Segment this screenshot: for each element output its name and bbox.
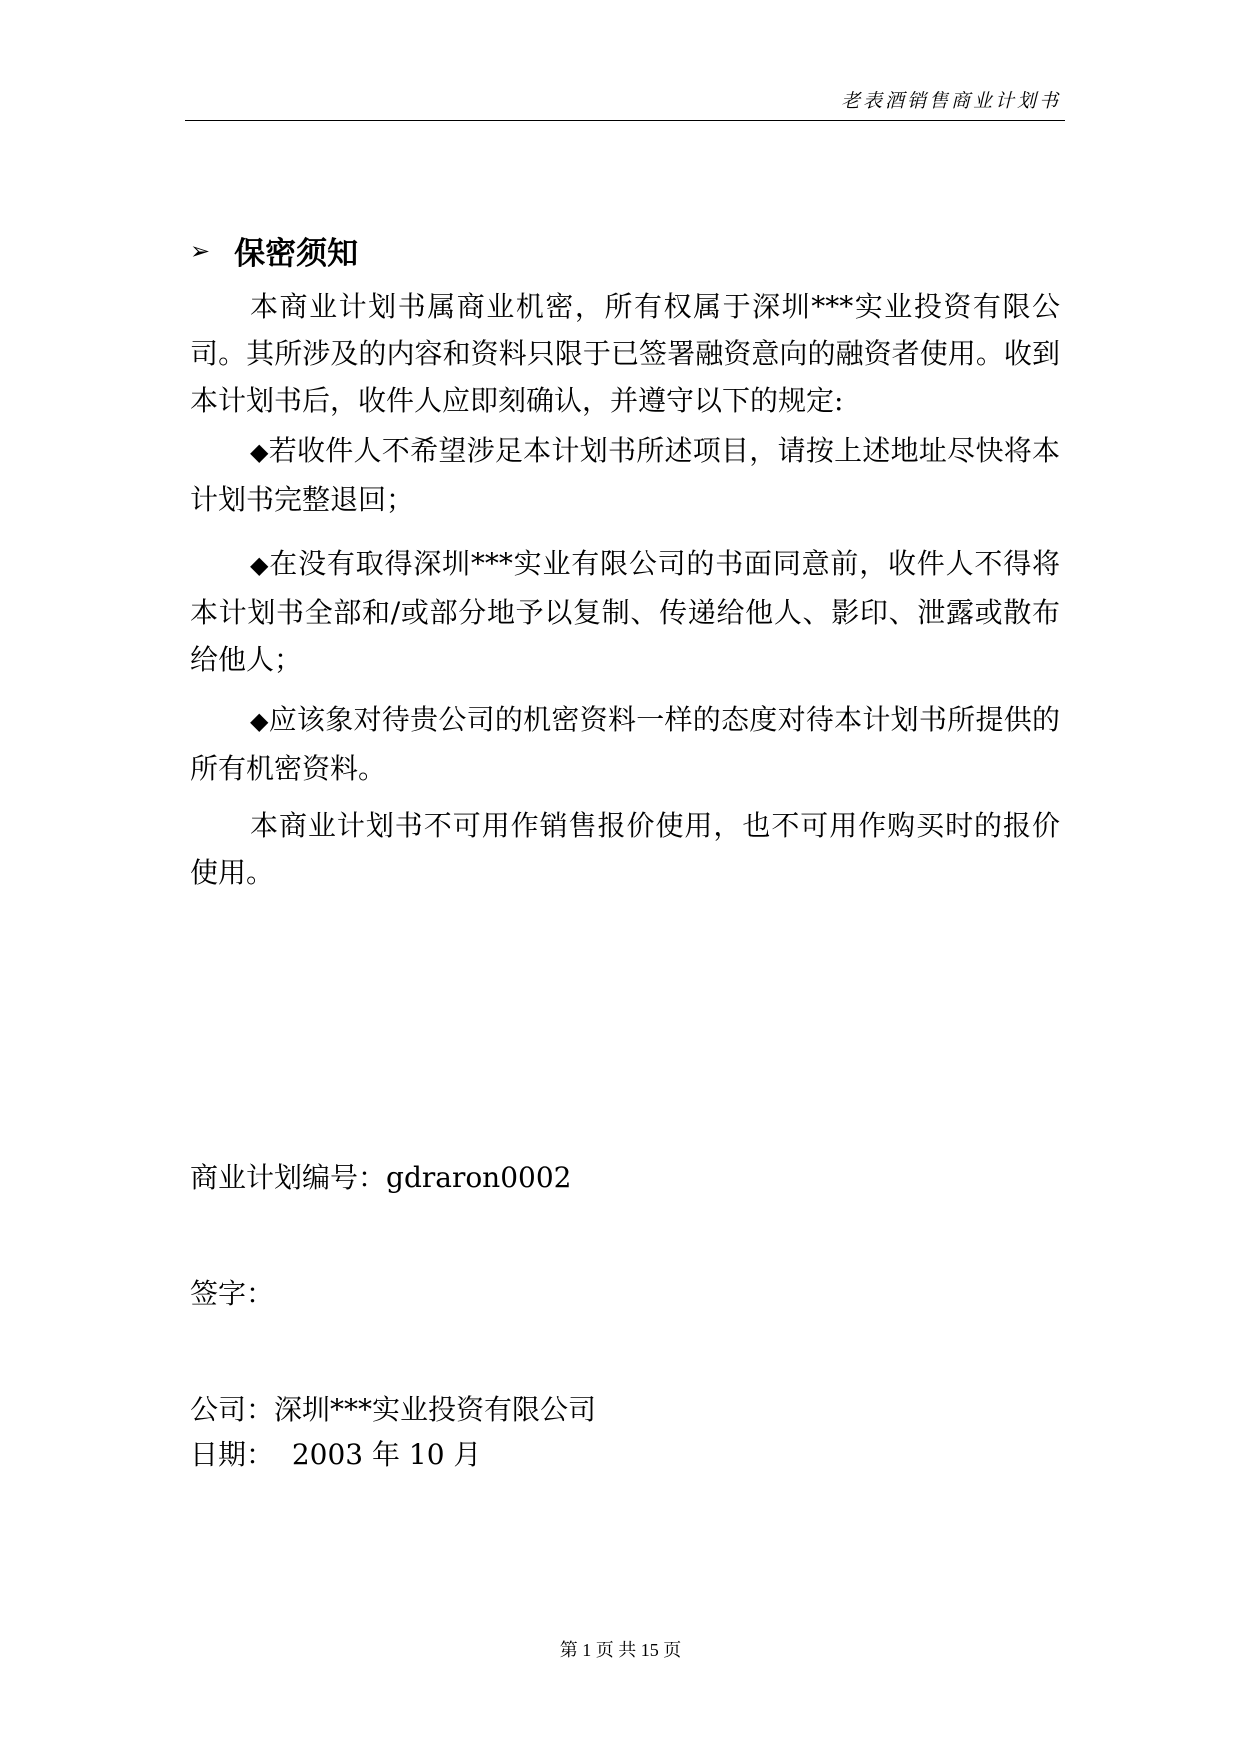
bullet-text-2: 在没有取得深圳***实业有限公司的书面同意前，收件人不得将本计划书全部和/或部分地予以复制、传递给他人、影印、泄露或散布给他人； bbox=[190, 547, 1060, 676]
bullet-text-3: 应该象对待贵公司的机密资料一样的态度对待本计划书所提供的所有机密资料。 bbox=[190, 703, 1060, 785]
intro-paragraph: 本商业计划书属商业机密，所有权属于深圳***实业投资有限公司。其所涉及的内容和资料只限于已签署融资意向的融资者使用。收到本计划书后，收件人应即刻确认，并遵守以下的规定: bbox=[190, 290, 1060, 417]
company-line bbox=[190, 1390, 596, 1430]
company-value: 深圳***实业投资有限公司 bbox=[274, 1393, 597, 1426]
diamond-bullet-icon: ◆ bbox=[250, 707, 269, 735]
bullet-item-3 bbox=[190, 696, 1060, 792]
plan-number-label: 商业计划编号： bbox=[190, 1161, 387, 1194]
arrow-icon: ➢ bbox=[190, 236, 211, 265]
plan-number-value: gdraron0002 bbox=[386, 1161, 572, 1194]
page-footer: 第 1 页 共 15 页 bbox=[559, 1640, 682, 1660]
bullet-item-1 bbox=[190, 427, 1060, 523]
diamond-bullet-icon: ◆ bbox=[250, 438, 269, 466]
plan-number-line bbox=[190, 1158, 571, 1198]
section-heading bbox=[190, 228, 358, 273]
header-title: 老表酒销售商业计划书 bbox=[840, 90, 1061, 112]
bullet-text-1: 若收件人不希望涉足本计划书所述项目，请按上述地址尽快将本计划书完整退回； bbox=[190, 434, 1060, 516]
bullet-item-2 bbox=[190, 540, 1060, 683]
date-value: 2003 年 10 月 bbox=[274, 1438, 482, 1471]
section-title: 保密须知 bbox=[234, 236, 359, 272]
page-header bbox=[185, 86, 1065, 121]
company-label: 公司： bbox=[190, 1393, 275, 1426]
date-label: 日期： bbox=[190, 1438, 275, 1471]
signature-label: 签字： bbox=[190, 1277, 275, 1310]
date-line bbox=[190, 1435, 481, 1475]
signature-line bbox=[190, 1274, 274, 1314]
diamond-bullet-icon: ◆ bbox=[250, 551, 270, 579]
closing-paragraph: 本商业计划书不可用作销售报价使用，也不可用作购买时的报价使用。 bbox=[190, 809, 1060, 889]
